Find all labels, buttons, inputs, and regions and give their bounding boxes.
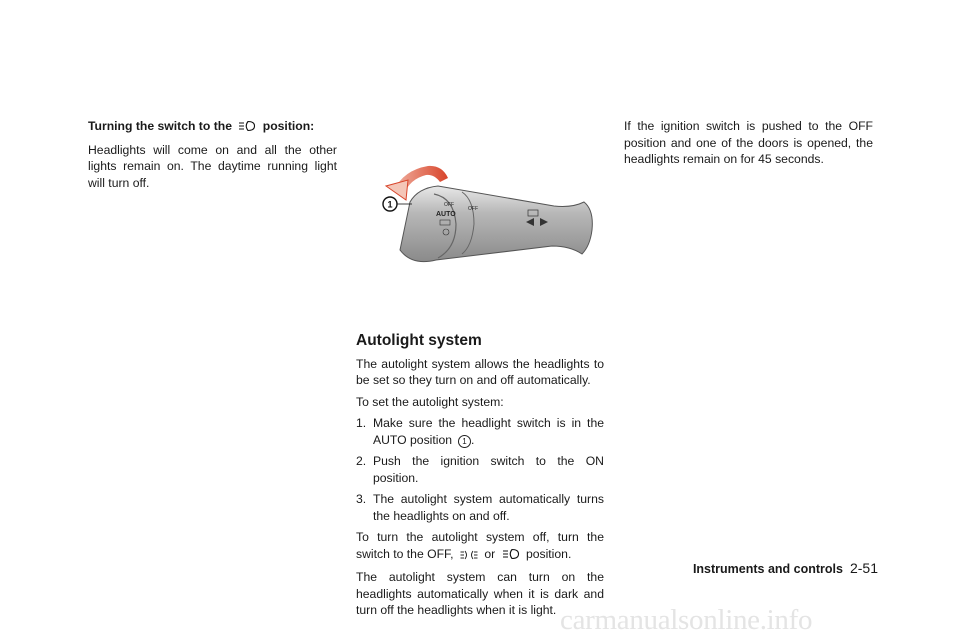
page-footer bbox=[693, 560, 878, 576]
list-item: 3. The autolight system automatically turns the headlights on and off. bbox=[356, 492, 604, 523]
middle-column bbox=[356, 333, 604, 624]
body-paragraph: To set the autolight system: bbox=[356, 394, 504, 409]
page-number: 2-51 bbox=[849, 560, 878, 576]
body-paragraph: If the ignition switch is pushed to the OFF position and one of the doors is opened, the headlights remain on for 45 seconds. bbox=[624, 119, 873, 166]
callout-ref: 1 bbox=[458, 435, 471, 448]
body-paragraph: The autolight system allows the headlights to be set so they turn on and off automatically. bbox=[356, 356, 604, 387]
label-off: OFF bbox=[444, 202, 454, 208]
headlight-icon bbox=[238, 120, 256, 137]
right-column bbox=[624, 118, 873, 173]
section-subheading: Turning the switch to the position: bbox=[88, 118, 337, 137]
body-paragraph: Headlights will come on and all the other lights remain on. The daytime running light will turn off. bbox=[88, 142, 337, 190]
left-column bbox=[88, 118, 337, 196]
headlight-icon bbox=[502, 548, 520, 565]
label-off-side: OFF bbox=[468, 206, 478, 212]
parking-light-icon bbox=[460, 548, 478, 565]
list-item: 2. Push the ignition switch to the ON position. bbox=[356, 454, 604, 485]
body-paragraph: To turn the autolight system off, turn the switch to the OFF, or position. bbox=[356, 529, 604, 564]
headlight-switch-illustration bbox=[376, 150, 598, 276]
section-heading: Autolight system bbox=[356, 332, 482, 349]
callout-number: 1 bbox=[387, 199, 393, 210]
list-item: 1. Make sure the headlight switch is in the AUTO position 1 . bbox=[356, 416, 604, 447]
section-name: Instruments and controls bbox=[692, 562, 843, 576]
watermark: carmanualsonline.info bbox=[560, 604, 813, 636]
body-paragraph: The autolight system can turn on the headlights automatically when it is dark and turn off the headlights when it is light. bbox=[356, 570, 604, 617]
label-auto: AUTO bbox=[436, 211, 456, 218]
